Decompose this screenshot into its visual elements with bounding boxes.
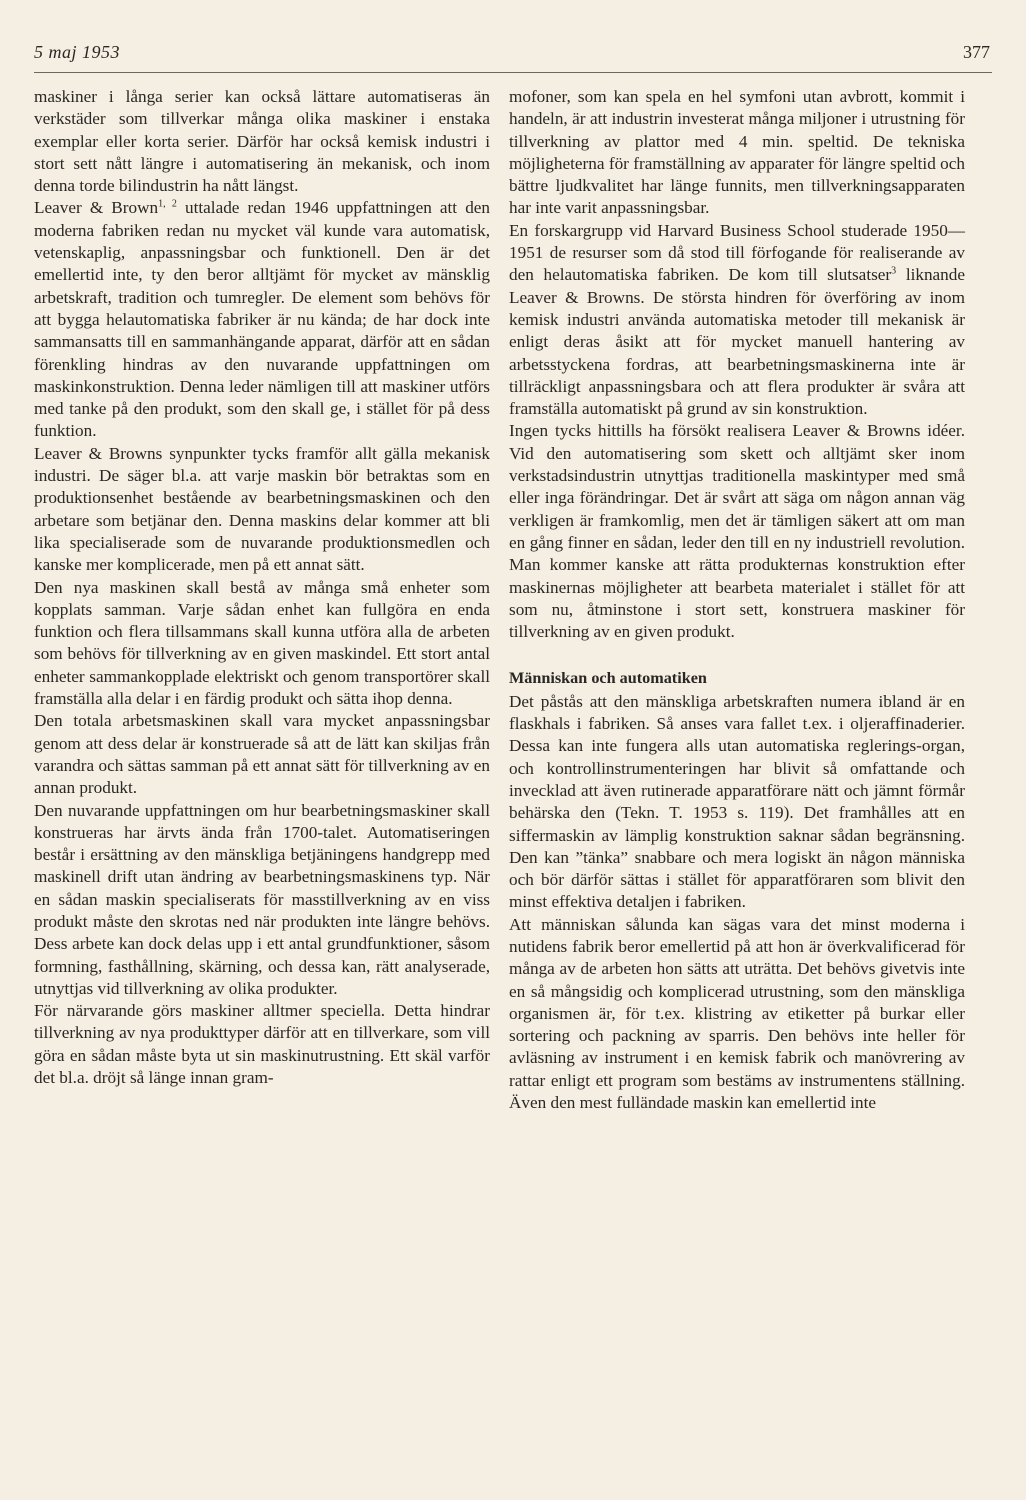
paragraph: Det påstås att den mänskliga arbetskraften numera ibland är en flaskhals i fabriken. Så anses vara fallet t.ex. i oljeraffinaderier. Dessa kan inte fungera alls utan automatiska reglerings-organ, och kontrollinstrumenteringen har blivit så omfattande och invecklad att även rutinerade apparatförare nätt och jämnt förmår behärska den (Tekn. T. 1953 s. 119). Det framhålles att en siffermaskin av lämplig konstruktion saknar sådan begränsning. Den kan ”tänka” snabbare och mera logiskt än någon människa och bör därför sättas i stället för apparatföraren som blivit den minst effektiva detaljen i fabriken.	[509, 691, 965, 912]
right-column	[509, 86, 965, 1114]
paragraph-text: Leaver & Brown	[34, 198, 159, 218]
paragraph: mofoner, som kan spela en hel symfoni utan avbrott, kommit i handeln, är att industrin investerat många miljoner i utrustning för tillverkning av plattor med 4 min. speltid. De tekniska möjligheterna för framställning av apparater för längre speltid och bättre ljudkvalitet har länge funnits, men tillverkningsapparaten har inte varit anpassningsbar.	[509, 87, 965, 218]
paragraph-text: En forskargrupp vid Harvard Business School studerade 1950—1951 de resurser som då stod till förfogande för realiserande av den helautomatiska fabriken. De kom till slutsatser	[509, 220, 965, 285]
running-header	[34, 40, 992, 73]
paragraph: Ingen tycks hittills ha försökt realisera Leaver & Browns idéer. Vid den automatisering som skett och alltjämt sker inom verkstadsindustrin utnyttjas traditionella maskintyper med små eller inga förändringar. Det är svårt att säga om någon annan väg verkligen är framkomlig, men det är tämligen säkert att om man en gång finner en sådan, leder den till en ny industriell revolution. Man kommer kanske att rätta produkternas konstruktion efter maskinernas möjligheter att bearbeta materialet i stället för att som nu, åtminstone i stort sett, konstruera maskiner för tillverkning av en given produkt.	[509, 421, 965, 642]
footnote-ref: 1, 2	[158, 198, 177, 210]
paragraph: Den totala arbetsmaskinen skall vara mycket anpassningsbar genom att dess delar är konstruerade så att de lätt kan skiljas från varandra och sättas samman på ett annat sätt för tillverkning av en annan produkt.	[34, 711, 490, 798]
paragraph: Den nya maskinen skall bestå av många små enheter som kopplats samman. Varje sådan enhet kan fullgöra en enda funktion och flera tillsammans skall kunna utföra alla de arbeten som behövs för tillverkning av en given maskindel. Ett stort antal enheter sammankopplade elektriskt och genom transportörer skall framställa alla delar i en färdig produkt och sätta ihop denna.	[34, 577, 490, 709]
paragraph: maskiner i långa serier kan också lättare automatiseras än verkstäder som tillverkar många olika maskiner i enstaka exemplar eller korta serier. Därför har också kemisk industri i stort sett nått längre i automatisering än mekanisk, och inom denna torde bilindustrin ha nått längst.	[34, 87, 490, 196]
footnote-ref: 3	[891, 265, 897, 277]
paragraph-text: liknande Leaver & Browns. De största hindren för överföring av inom kemisk industri använda automatiska metoder till mekanisk är enligt deras åsikt att för mycket manuell hantering av arbetsstyckena fordras, att bearbetningsmaskinerna inte är tillräckligt anpassningsbara och att flera produkter är svåra att framställa automatiskt på grund av sin konstruktion.	[509, 265, 965, 419]
paragraph: Den nuvarande uppfattningen om hur bearbetningsmaskiner skall konstrueras har ärvts ända från 1700-talet. Automatiseringen består i ersättning av den mänskliga betjäningens handgrepp med maskinell drift utan ändring av bearbetningsmaskinens typ. När en sådan maskin specialiserats för masstillverkning av en viss produkt måste den skrotas ned när produkten inte längre behövs. Dess arbete kan dock delas upp i ett antal grundfunktioner, såsom formning, fasthållning, skärning, och dessa kan, rätt analyserade, utnyttjas vid tillverkning av olika produkter.	[34, 800, 490, 998]
paragraph: Att människan sålunda kan sägas vara det minst moderna i nutidens fabrik beror emellertid på att hon är överkvalificerad för många av de arbeten hon sätts att uträtta. Det behövs givetvis inte en så mångsidig och komplicerad utrustning, som den mänskliga organismen är, för t.ex. klistring av etiketter på burkar eller sortering och packning av sparris. Den behövs inte heller för avläsning av instrument i en kemisk fabrik och manövrering av rattar enligt ett program som bestäms av instrumentens ställning. Även den mest fulländade maskin kan emellertid inte	[509, 914, 965, 1113]
paragraph	[34, 197, 490, 442]
left-column	[34, 86, 490, 1089]
paragraph: Leaver & Browns synpunkter tycks framför allt gälla mekanisk industri. De säger bl.a. att varje maskin bör betraktas som en produktionsenhet bestående av bearbetningsmaskinen och den arbetare som betjänar den. Denna maskins delar kommer att bli lika specialiserade som de nuvarande produktionsmedlen och kanske mer komplicerade, men på ett annat sätt.	[34, 443, 490, 575]
paragraph: För närvarande görs maskiner alltmer speciella. Detta hindrar tillverkning av nya produkttyper därför att en tillverkare, som vill göra en sådan måste byta ut sin maskinutrustning. Ett skäl varför det bl.a. dröjt så länge innan gram-	[34, 1001, 490, 1088]
page-number: 377	[963, 42, 990, 62]
header-date: 5 maj 1953	[34, 42, 120, 62]
section-heading: Människan och automatiken	[509, 669, 707, 688]
paragraph	[509, 220, 965, 421]
paragraph-text: uttalade redan 1946 uppfattningen att den moderna fabriken redan nu mycket väl kunde vara automatisk, vetenskaplig, anpassningsbar och funktionell. Den är det emellertid inte, ty den beror alltjämt för mycket av mänsklig arbetskraft, tradition och tumregler. De element som behövs för att bygga helautomatiska fabriker är nu kända; de har dock inte sammansatts till en sammanhängande apparat, därför att en sådan förenkling hindras av den nuvarande uppfattningen om maskinkonstruktion. Denna leder nämligen till att maskiner utförs med tanke på den produkt, som den skall ge, i stället för på dess funktion.	[34, 198, 491, 441]
